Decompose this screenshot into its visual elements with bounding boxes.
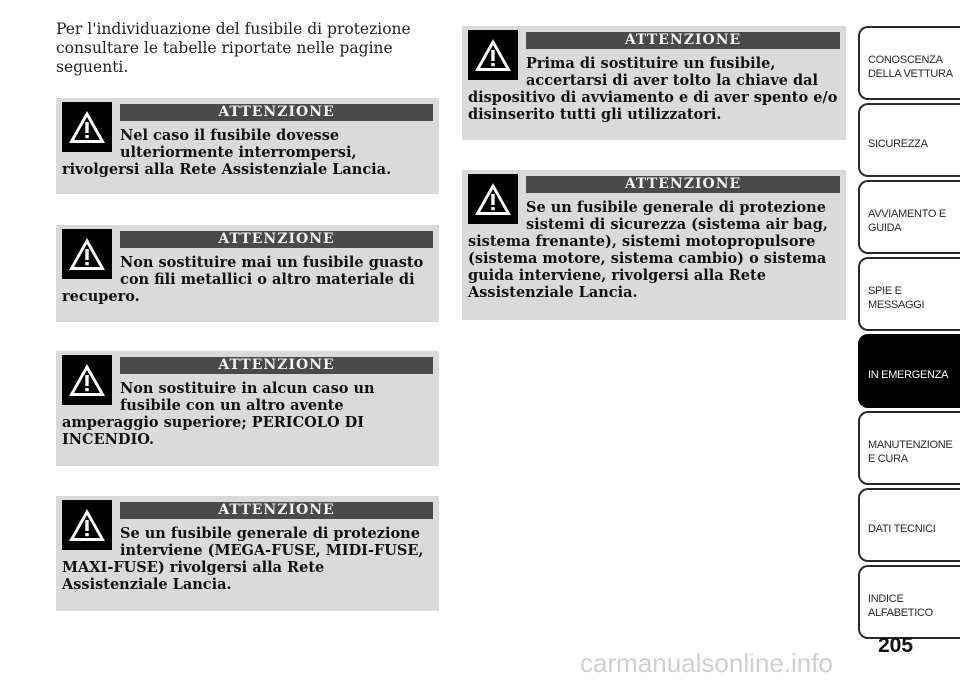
tab-conoscenza-della-vettura[interactable]: CONOSCENZA DELLA VETTURA [858,26,960,100]
tab-avviamento-e-guida[interactable]: AVVIAMENTO E GUIDA [858,180,960,254]
warning-text: Non sostituire in alcun caso un fusibile con un altro avente amperaggio superiore; PERICOLO DI INCENDIO. [62,380,375,448]
watermark: carmanualsonline.info [580,648,833,678]
warning-triangle-icon [468,30,518,80]
warning-triangle-icon [62,102,112,152]
warning-title: ATTENZIONE [120,502,433,519]
warning-triangle-icon [62,500,112,550]
warning-text: Se un fusibile generale di protezione interviene (MEGA-FUSE, MIDI-FUSE, MAXI-FUSE) rivolgersi alla Rete Assistenziale Lancia. [62,525,424,593]
warning-box [56,351,439,466]
tab-indice-alfabetico[interactable]: INDICE ALFABETICO [858,565,960,639]
tab-manutenzione-e-cura[interactable]: MANUTENZIONE E CURA [858,411,960,485]
warning-box [56,98,439,194]
warning-text: Non sostituire mai un fusibile guasto con fili metallici o altro materiale di recupero. [62,254,424,305]
warning-title: ATTENZIONE [120,104,433,121]
warning-title: ATTENZIONE [120,357,433,374]
tab-in-emergenza[interactable]: IN EMERGENZA [858,334,960,408]
warning-title: ATTENZIONE [526,32,840,49]
tab-sicurezza[interactable]: SICUREZZA [858,103,960,177]
warning-box [462,26,846,140]
warning-triangle-icon [468,174,518,224]
tab-dati-tecnici[interactable]: DATI TECNICI [858,488,960,562]
tab-spie-e-messaggi[interactable]: SPIE E MESSAGGI [858,257,960,331]
chapter-tabs [858,26,960,642]
warning-text: Nel caso il fusibile dovesse ulteriormente interrompersi, rivolgersi alla Rete Assistenziale Lancia. [62,127,392,178]
warning-triangle-icon [62,355,112,405]
warning-box [56,496,439,611]
warning-title: ATTENZIONE [526,176,840,193]
warning-box [462,170,846,320]
warning-triangle-icon [62,229,112,279]
warning-title: ATTENZIONE [120,231,433,248]
warning-box [56,225,439,322]
warning-text: Se un fusibile generale di protezione sistemi di sicurezza (sistema air bag, sistema frenante), sistemi motopropulsore (sistema motore, sistema cambio) o sistema guida interviene, rivolgersi alla Rete Assistenziale Lancia. [468,199,828,301]
warning-text: Prima di sostituire un fusibile, accertarsi di aver tolto la chiave dal dispositivo di avviamento e di aver spento e/o disinserito tutti gli utilizzatori. [468,55,838,123]
intro-paragraph: Per l'individuazione del fusibile di protezione consultare le tabelle riportate nelle pagine seguenti. [56,20,411,76]
page-number: 205 [878,634,914,657]
